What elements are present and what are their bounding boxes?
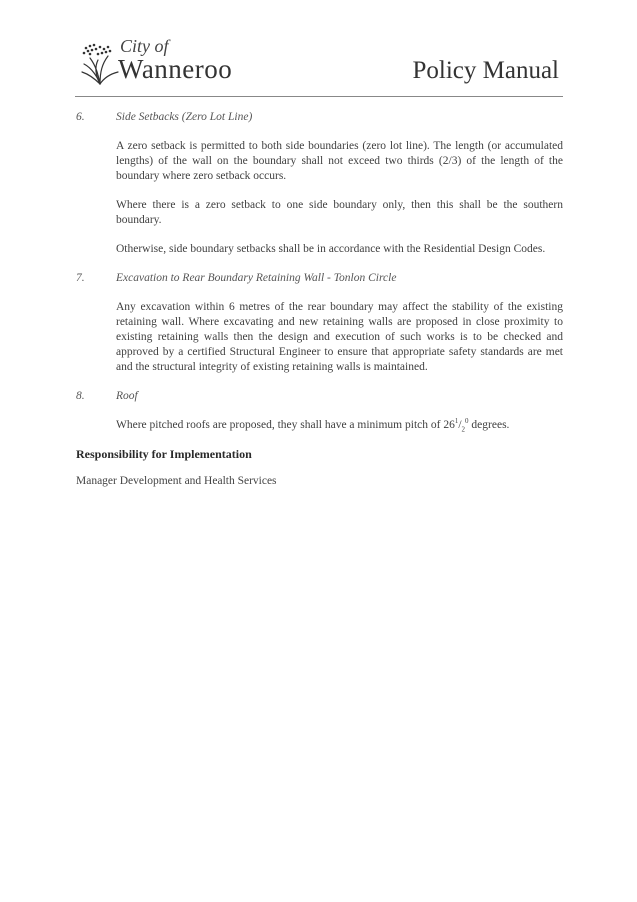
banksia-flower-icon xyxy=(78,38,122,86)
section-heading xyxy=(76,389,563,404)
roof-fraction-denominator: 2 xyxy=(461,425,466,434)
section-number: 8. xyxy=(76,390,85,402)
section-roof xyxy=(76,389,563,433)
manual-title: Policy Manual xyxy=(412,57,559,84)
section-side-setbacks xyxy=(76,110,563,257)
section-heading xyxy=(76,271,563,286)
section-number: 7. xyxy=(76,272,85,284)
section-heading xyxy=(76,110,563,125)
policy-content xyxy=(76,110,563,489)
roof-fraction-slash: / xyxy=(458,419,462,431)
paragraph: Where there is a zero setback to one side boundary only, then this shall be the southern boundary. xyxy=(116,199,563,226)
logo-name-text: Wanneroo xyxy=(118,54,233,84)
responsibility-body: Manager Development and Health Services xyxy=(76,475,277,487)
responsibility-heading: Responsibility for Implementation xyxy=(76,447,252,461)
roof-fraction-numerator: 1 xyxy=(454,417,459,426)
logo-city-text: City of xyxy=(120,36,169,56)
page-header xyxy=(0,0,637,100)
section-title: Excavation to Rear Boundary Retaining Wall - Tonlon Circle xyxy=(116,272,397,284)
section-number: 6. xyxy=(76,111,85,123)
section-excavation xyxy=(76,271,563,375)
roof-paragraph xyxy=(116,418,563,433)
paragraph: A zero setback is permitted to both side boundaries (zero lot line). The length (or accumulated lengths) of the wall on the boundary shall not exceed two thirds (2/3) of the length of the boundary where zero setback occurs. xyxy=(116,140,563,182)
roof-degree-mark: 0 xyxy=(465,417,469,426)
city-logo xyxy=(78,38,248,86)
roof-text-before: Where pitched roofs are proposed, they shall have a minimum pitch of 26 xyxy=(116,419,455,431)
roof-text-after: degrees. xyxy=(468,419,510,431)
header-divider xyxy=(75,96,563,97)
paragraph: Otherwise, side boundary setbacks shall be in accordance with the Residential Design Codes. xyxy=(116,243,546,255)
section-title: Side Setbacks (Zero Lot Line) xyxy=(116,111,253,123)
paragraph: Any excavation within 6 metres of the rear boundary may affect the stability of the existing retaining wall. Where excavating and new retaining walls are proposed in close proximity to existing retaining walls then the design and execution of such works is to be checked and approved by a certified Structural Engineer to ensure that appropriate safety standards are met and the structural integrity of existing retaining walls is maintained. xyxy=(116,301,563,373)
section-title: Roof xyxy=(116,390,138,402)
